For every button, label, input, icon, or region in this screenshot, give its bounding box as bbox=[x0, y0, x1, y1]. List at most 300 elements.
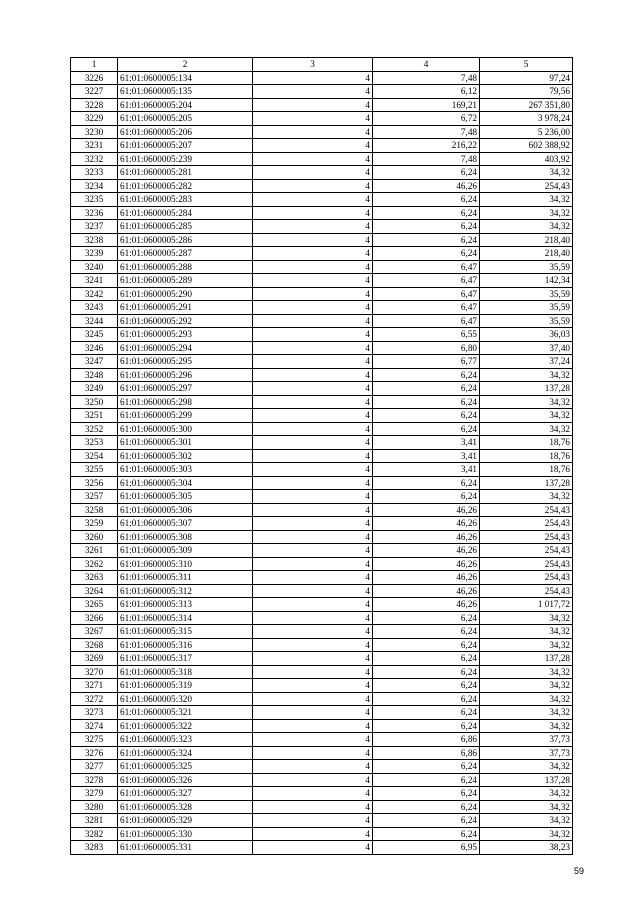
area-cell: 6,24 bbox=[373, 814, 480, 828]
cadastral-number-cell: 61:01:0600005:327 bbox=[118, 787, 253, 801]
row-number-cell: 3245 bbox=[71, 328, 118, 342]
area-cell: 6,55 bbox=[373, 328, 480, 342]
category-cell: 4 bbox=[253, 395, 373, 409]
cadastral-number-cell: 61:01:0600005:290 bbox=[118, 287, 253, 301]
table-row bbox=[71, 571, 573, 585]
row-number-cell: 3281 bbox=[71, 814, 118, 828]
cadastral-number-cell: 61:01:0600005:323 bbox=[118, 733, 253, 747]
table-header-row bbox=[71, 58, 573, 72]
table-row bbox=[71, 679, 573, 693]
row-number-cell: 3266 bbox=[71, 611, 118, 625]
table-row bbox=[71, 436, 573, 450]
category-cell: 4 bbox=[253, 571, 373, 585]
row-number-cell: 3257 bbox=[71, 490, 118, 504]
cadastral-number-cell: 61:01:0600005:306 bbox=[118, 503, 253, 517]
row-number-cell: 3233 bbox=[71, 166, 118, 180]
category-cell: 4 bbox=[253, 719, 373, 733]
category-cell: 4 bbox=[253, 584, 373, 598]
category-cell: 4 bbox=[253, 193, 373, 207]
value-cell: 34,32 bbox=[480, 193, 573, 207]
category-cell: 4 bbox=[253, 436, 373, 450]
area-cell: 3,41 bbox=[373, 449, 480, 463]
category-cell: 4 bbox=[253, 449, 373, 463]
category-cell: 4 bbox=[253, 260, 373, 274]
category-cell: 4 bbox=[253, 112, 373, 126]
value-cell: 34,32 bbox=[480, 706, 573, 720]
table-row bbox=[71, 692, 573, 706]
table-row bbox=[71, 719, 573, 733]
category-cell: 4 bbox=[253, 760, 373, 774]
category-cell: 4 bbox=[253, 341, 373, 355]
cadastral-number-cell: 61:01:0600005:320 bbox=[118, 692, 253, 706]
table-row bbox=[71, 449, 573, 463]
category-cell: 4 bbox=[253, 706, 373, 720]
category-cell: 4 bbox=[253, 746, 373, 760]
table-row bbox=[71, 341, 573, 355]
category-cell: 4 bbox=[253, 274, 373, 288]
row-number-cell: 3255 bbox=[71, 463, 118, 477]
column-header-5: 5 bbox=[480, 58, 573, 72]
area-cell: 6,24 bbox=[373, 679, 480, 693]
category-cell: 4 bbox=[253, 814, 373, 828]
category-cell: 4 bbox=[253, 598, 373, 612]
value-cell: 37,73 bbox=[480, 733, 573, 747]
row-number-cell: 3240 bbox=[71, 260, 118, 274]
value-cell: 34,32 bbox=[480, 638, 573, 652]
row-number-cell: 3272 bbox=[71, 692, 118, 706]
row-number-cell: 3280 bbox=[71, 800, 118, 814]
row-number-cell: 3237 bbox=[71, 220, 118, 234]
category-cell: 4 bbox=[253, 368, 373, 382]
area-cell: 6,24 bbox=[373, 476, 480, 490]
category-cell: 4 bbox=[253, 679, 373, 693]
row-number-cell: 3232 bbox=[71, 152, 118, 166]
value-cell: 37,24 bbox=[480, 355, 573, 369]
category-cell: 4 bbox=[253, 85, 373, 99]
cadastral-number-cell: 61:01:0600005:305 bbox=[118, 490, 253, 504]
cadastral-number-cell: 61:01:0600005:331 bbox=[118, 841, 253, 855]
table-row bbox=[71, 71, 573, 85]
value-cell: 34,32 bbox=[480, 827, 573, 841]
table-row bbox=[71, 422, 573, 436]
category-cell: 4 bbox=[253, 166, 373, 180]
cadastral-number-cell: 61:01:0600005:315 bbox=[118, 625, 253, 639]
value-cell: 218,40 bbox=[480, 233, 573, 247]
cadastral-number-cell: 61:01:0600005:301 bbox=[118, 436, 253, 450]
row-number-cell: 3227 bbox=[71, 85, 118, 99]
cadastral-number-cell: 61:01:0600005:204 bbox=[118, 98, 253, 112]
value-cell: 34,32 bbox=[480, 166, 573, 180]
table-row bbox=[71, 814, 573, 828]
row-number-cell: 3270 bbox=[71, 665, 118, 679]
cadastral-number-cell: 61:01:0600005:322 bbox=[118, 719, 253, 733]
category-cell: 4 bbox=[253, 71, 373, 85]
table-row bbox=[71, 233, 573, 247]
area-cell: 6,24 bbox=[373, 625, 480, 639]
value-cell: 38,23 bbox=[480, 841, 573, 855]
value-cell: 37,73 bbox=[480, 746, 573, 760]
area-cell: 6,24 bbox=[373, 206, 480, 220]
value-cell: 34,32 bbox=[480, 490, 573, 504]
row-number-cell: 3249 bbox=[71, 382, 118, 396]
table-row bbox=[71, 409, 573, 423]
value-cell: 254,43 bbox=[480, 544, 573, 558]
table-row bbox=[71, 98, 573, 112]
value-cell: 254,43 bbox=[480, 557, 573, 571]
value-cell: 34,32 bbox=[480, 800, 573, 814]
area-cell: 6,24 bbox=[373, 233, 480, 247]
value-cell: 1 017,72 bbox=[480, 598, 573, 612]
category-cell: 4 bbox=[253, 98, 373, 112]
cadastral-number-cell: 61:01:0600005:326 bbox=[118, 773, 253, 787]
row-number-cell: 3252 bbox=[71, 422, 118, 436]
table-row bbox=[71, 152, 573, 166]
cadastral-number-cell: 61:01:0600005:300 bbox=[118, 422, 253, 436]
table-body bbox=[71, 71, 573, 854]
row-number-cell: 3248 bbox=[71, 368, 118, 382]
value-cell: 254,43 bbox=[480, 517, 573, 531]
value-cell: 267 351,80 bbox=[480, 98, 573, 112]
area-cell: 216,22 bbox=[373, 139, 480, 153]
column-header-4: 4 bbox=[373, 58, 480, 72]
table-row bbox=[71, 733, 573, 747]
table-row bbox=[71, 557, 573, 571]
area-cell: 6,24 bbox=[373, 800, 480, 814]
area-cell: 7,48 bbox=[373, 125, 480, 139]
cadastral-number-cell: 61:01:0600005:313 bbox=[118, 598, 253, 612]
row-number-cell: 3238 bbox=[71, 233, 118, 247]
row-number-cell: 3261 bbox=[71, 544, 118, 558]
area-cell: 6,80 bbox=[373, 341, 480, 355]
category-cell: 4 bbox=[253, 530, 373, 544]
value-cell: 34,32 bbox=[480, 206, 573, 220]
table-row bbox=[71, 490, 573, 504]
category-cell: 4 bbox=[253, 800, 373, 814]
row-number-cell: 3235 bbox=[71, 193, 118, 207]
table-row bbox=[71, 301, 573, 315]
table-row bbox=[71, 179, 573, 193]
area-cell: 6,47 bbox=[373, 274, 480, 288]
cadastral-number-cell: 61:01:0600005:205 bbox=[118, 112, 253, 126]
table-row bbox=[71, 463, 573, 477]
area-cell: 6,24 bbox=[373, 490, 480, 504]
value-cell: 142,34 bbox=[480, 274, 573, 288]
cadastral-number-cell: 61:01:0600005:284 bbox=[118, 206, 253, 220]
cadastral-number-cell: 61:01:0600005:283 bbox=[118, 193, 253, 207]
value-cell: 79,56 bbox=[480, 85, 573, 99]
area-cell: 6,24 bbox=[373, 422, 480, 436]
table-row bbox=[71, 773, 573, 787]
category-cell: 4 bbox=[253, 463, 373, 477]
value-cell: 18,76 bbox=[480, 463, 573, 477]
area-cell: 6,24 bbox=[373, 760, 480, 774]
value-cell: 35,59 bbox=[480, 301, 573, 315]
category-cell: 4 bbox=[253, 382, 373, 396]
cadastral-number-cell: 61:01:0600005:328 bbox=[118, 800, 253, 814]
row-number-cell: 3273 bbox=[71, 706, 118, 720]
cadastral-number-cell: 61:01:0600005:317 bbox=[118, 652, 253, 666]
row-number-cell: 3267 bbox=[71, 625, 118, 639]
column-header-1: 1 bbox=[71, 58, 118, 72]
value-cell: 137,28 bbox=[480, 652, 573, 666]
table-row bbox=[71, 193, 573, 207]
cadastral-number-cell: 61:01:0600005:304 bbox=[118, 476, 253, 490]
row-number-cell: 3268 bbox=[71, 638, 118, 652]
row-number-cell: 3265 bbox=[71, 598, 118, 612]
table-row bbox=[71, 395, 573, 409]
area-cell: 6,24 bbox=[373, 193, 480, 207]
area-cell: 46,26 bbox=[373, 544, 480, 558]
row-number-cell: 3231 bbox=[71, 139, 118, 153]
area-cell: 6,47 bbox=[373, 314, 480, 328]
area-cell: 46,26 bbox=[373, 503, 480, 517]
cadastral-number-cell: 61:01:0600005:329 bbox=[118, 814, 253, 828]
value-cell: 254,43 bbox=[480, 584, 573, 598]
value-cell: 137,28 bbox=[480, 382, 573, 396]
category-cell: 4 bbox=[253, 692, 373, 706]
cadastral-number-cell: 61:01:0600005:318 bbox=[118, 665, 253, 679]
category-cell: 4 bbox=[253, 301, 373, 315]
row-number-cell: 3276 bbox=[71, 746, 118, 760]
category-cell: 4 bbox=[253, 125, 373, 139]
area-cell: 7,48 bbox=[373, 71, 480, 85]
area-cell: 6,24 bbox=[373, 773, 480, 787]
category-cell: 4 bbox=[253, 773, 373, 787]
cadastral-number-cell: 61:01:0600005:312 bbox=[118, 584, 253, 598]
table-row bbox=[71, 355, 573, 369]
value-cell: 602 388,92 bbox=[480, 139, 573, 153]
row-number-cell: 3278 bbox=[71, 773, 118, 787]
table-row bbox=[71, 368, 573, 382]
area-cell: 3,41 bbox=[373, 463, 480, 477]
area-cell: 6,24 bbox=[373, 652, 480, 666]
cadastral-number-cell: 61:01:0600005:134 bbox=[118, 71, 253, 85]
cadastral-number-cell: 61:01:0600005:302 bbox=[118, 449, 253, 463]
value-cell: 35,59 bbox=[480, 314, 573, 328]
cadastral-number-cell: 61:01:0600005:314 bbox=[118, 611, 253, 625]
cadastral-number-cell: 61:01:0600005:298 bbox=[118, 395, 253, 409]
category-cell: 4 bbox=[253, 625, 373, 639]
area-cell: 6,24 bbox=[373, 247, 480, 261]
value-cell: 218,40 bbox=[480, 247, 573, 261]
category-cell: 4 bbox=[253, 665, 373, 679]
table-row bbox=[71, 517, 573, 531]
category-cell: 4 bbox=[253, 233, 373, 247]
category-cell: 4 bbox=[253, 220, 373, 234]
cadastral-number-cell: 61:01:0600005:299 bbox=[118, 409, 253, 423]
area-cell: 6,24 bbox=[373, 409, 480, 423]
row-number-cell: 3275 bbox=[71, 733, 118, 747]
row-number-cell: 3271 bbox=[71, 679, 118, 693]
area-cell: 46,26 bbox=[373, 571, 480, 585]
value-cell: 254,43 bbox=[480, 503, 573, 517]
table-row bbox=[71, 746, 573, 760]
category-cell: 4 bbox=[253, 733, 373, 747]
area-cell: 6,24 bbox=[373, 368, 480, 382]
value-cell: 3 978,24 bbox=[480, 112, 573, 126]
area-cell: 6,24 bbox=[373, 166, 480, 180]
area-cell: 6,24 bbox=[373, 692, 480, 706]
category-cell: 4 bbox=[253, 787, 373, 801]
category-cell: 4 bbox=[253, 476, 373, 490]
category-cell: 4 bbox=[253, 422, 373, 436]
value-cell: 34,32 bbox=[480, 692, 573, 706]
table-row bbox=[71, 314, 573, 328]
row-number-cell: 3229 bbox=[71, 112, 118, 126]
value-cell: 34,32 bbox=[480, 625, 573, 639]
area-cell: 6,24 bbox=[373, 706, 480, 720]
row-number-cell: 3253 bbox=[71, 436, 118, 450]
cadastral-number-cell: 61:01:0600005:285 bbox=[118, 220, 253, 234]
table-row bbox=[71, 827, 573, 841]
table-row bbox=[71, 760, 573, 774]
table-row bbox=[71, 287, 573, 301]
row-number-cell: 3250 bbox=[71, 395, 118, 409]
value-cell: 37,40 bbox=[480, 341, 573, 355]
value-cell: 18,76 bbox=[480, 449, 573, 463]
cadastral-number-cell: 61:01:0600005:287 bbox=[118, 247, 253, 261]
value-cell: 34,32 bbox=[480, 787, 573, 801]
category-cell: 4 bbox=[253, 638, 373, 652]
area-cell: 6,86 bbox=[373, 746, 480, 760]
row-number-cell: 3283 bbox=[71, 841, 118, 855]
cadastral-number-cell: 61:01:0600005:292 bbox=[118, 314, 253, 328]
table-row bbox=[71, 274, 573, 288]
category-cell: 4 bbox=[253, 206, 373, 220]
value-cell: 34,32 bbox=[480, 814, 573, 828]
row-number-cell: 3230 bbox=[71, 125, 118, 139]
row-number-cell: 3239 bbox=[71, 247, 118, 261]
area-cell: 6,24 bbox=[373, 395, 480, 409]
row-number-cell: 3234 bbox=[71, 179, 118, 193]
table-row bbox=[71, 652, 573, 666]
area-cell: 6,24 bbox=[373, 220, 480, 234]
category-cell: 4 bbox=[253, 611, 373, 625]
row-number-cell: 3269 bbox=[71, 652, 118, 666]
table-row bbox=[71, 706, 573, 720]
table-row bbox=[71, 206, 573, 220]
value-cell: 403,92 bbox=[480, 152, 573, 166]
table-row bbox=[71, 584, 573, 598]
area-cell: 6,86 bbox=[373, 733, 480, 747]
area-cell: 6,24 bbox=[373, 665, 480, 679]
table-row bbox=[71, 112, 573, 126]
table-row bbox=[71, 544, 573, 558]
value-cell: 34,32 bbox=[480, 719, 573, 733]
category-cell: 4 bbox=[253, 503, 373, 517]
cadastral-number-cell: 61:01:0600005:311 bbox=[118, 571, 253, 585]
cadastral-number-cell: 61:01:0600005:319 bbox=[118, 679, 253, 693]
cadastral-number-cell: 61:01:0600005:281 bbox=[118, 166, 253, 180]
value-cell: 34,32 bbox=[480, 679, 573, 693]
area-cell: 6,12 bbox=[373, 85, 480, 99]
cadastral-number-cell: 61:01:0600005:293 bbox=[118, 328, 253, 342]
row-number-cell: 3263 bbox=[71, 571, 118, 585]
value-cell: 34,32 bbox=[480, 665, 573, 679]
page-number: 59 bbox=[573, 866, 584, 876]
table-row bbox=[71, 476, 573, 490]
value-cell: 36,03 bbox=[480, 328, 573, 342]
area-cell: 46,26 bbox=[373, 598, 480, 612]
cadastral-number-cell: 61:01:0600005:297 bbox=[118, 382, 253, 396]
cadastral-number-cell: 61:01:0600005:308 bbox=[118, 530, 253, 544]
table-row bbox=[71, 85, 573, 99]
area-cell: 6,47 bbox=[373, 301, 480, 315]
value-cell: 35,59 bbox=[480, 287, 573, 301]
area-cell: 6,24 bbox=[373, 638, 480, 652]
cadastral-number-cell: 61:01:0600005:288 bbox=[118, 260, 253, 274]
table-row bbox=[71, 220, 573, 234]
area-cell: 46,26 bbox=[373, 557, 480, 571]
table-row bbox=[71, 530, 573, 544]
table-row bbox=[71, 841, 573, 855]
value-cell: 34,32 bbox=[480, 422, 573, 436]
cadastral-number-cell: 61:01:0600005:291 bbox=[118, 301, 253, 315]
area-cell: 6,24 bbox=[373, 719, 480, 733]
value-cell: 34,32 bbox=[480, 760, 573, 774]
area-cell: 6,24 bbox=[373, 827, 480, 841]
row-number-cell: 3247 bbox=[71, 355, 118, 369]
cadastral-number-cell: 61:01:0600005:289 bbox=[118, 274, 253, 288]
category-cell: 4 bbox=[253, 557, 373, 571]
table-row bbox=[71, 638, 573, 652]
category-cell: 4 bbox=[253, 328, 373, 342]
value-cell: 5 236,00 bbox=[480, 125, 573, 139]
category-cell: 4 bbox=[253, 652, 373, 666]
value-cell: 34,32 bbox=[480, 395, 573, 409]
row-number-cell: 3256 bbox=[71, 476, 118, 490]
category-cell: 4 bbox=[253, 179, 373, 193]
value-cell: 34,32 bbox=[480, 409, 573, 423]
area-cell: 46,26 bbox=[373, 179, 480, 193]
row-number-cell: 3259 bbox=[71, 517, 118, 531]
row-number-cell: 3241 bbox=[71, 274, 118, 288]
category-cell: 4 bbox=[253, 490, 373, 504]
cadastral-number-cell: 61:01:0600005:207 bbox=[118, 139, 253, 153]
value-cell: 254,43 bbox=[480, 179, 573, 193]
category-cell: 4 bbox=[253, 517, 373, 531]
cadastral-number-cell: 61:01:0600005:324 bbox=[118, 746, 253, 760]
category-cell: 4 bbox=[253, 139, 373, 153]
cadastral-number-cell: 61:01:0600005:294 bbox=[118, 341, 253, 355]
cadastral-number-cell: 61:01:0600005:286 bbox=[118, 233, 253, 247]
area-cell: 46,26 bbox=[373, 517, 480, 531]
table-row bbox=[71, 665, 573, 679]
category-cell: 4 bbox=[253, 152, 373, 166]
table-row bbox=[71, 503, 573, 517]
cadastral-number-cell: 61:01:0600005:135 bbox=[118, 85, 253, 99]
cadastral-value-table bbox=[70, 57, 573, 855]
area-cell: 6,47 bbox=[373, 260, 480, 274]
value-cell: 34,32 bbox=[480, 368, 573, 382]
table-row bbox=[71, 139, 573, 153]
value-cell: 137,28 bbox=[480, 476, 573, 490]
table-row bbox=[71, 800, 573, 814]
table-row bbox=[71, 166, 573, 180]
row-number-cell: 3251 bbox=[71, 409, 118, 423]
area-cell: 6,72 bbox=[373, 112, 480, 126]
category-cell: 4 bbox=[253, 355, 373, 369]
category-cell: 4 bbox=[253, 544, 373, 558]
row-number-cell: 3244 bbox=[71, 314, 118, 328]
cadastral-number-cell: 61:01:0600005:309 bbox=[118, 544, 253, 558]
row-number-cell: 3274 bbox=[71, 719, 118, 733]
cadastral-number-cell: 61:01:0600005:296 bbox=[118, 368, 253, 382]
value-cell: 97,24 bbox=[480, 71, 573, 85]
area-cell: 6,24 bbox=[373, 382, 480, 396]
row-number-cell: 3262 bbox=[71, 557, 118, 571]
table-row bbox=[71, 598, 573, 612]
